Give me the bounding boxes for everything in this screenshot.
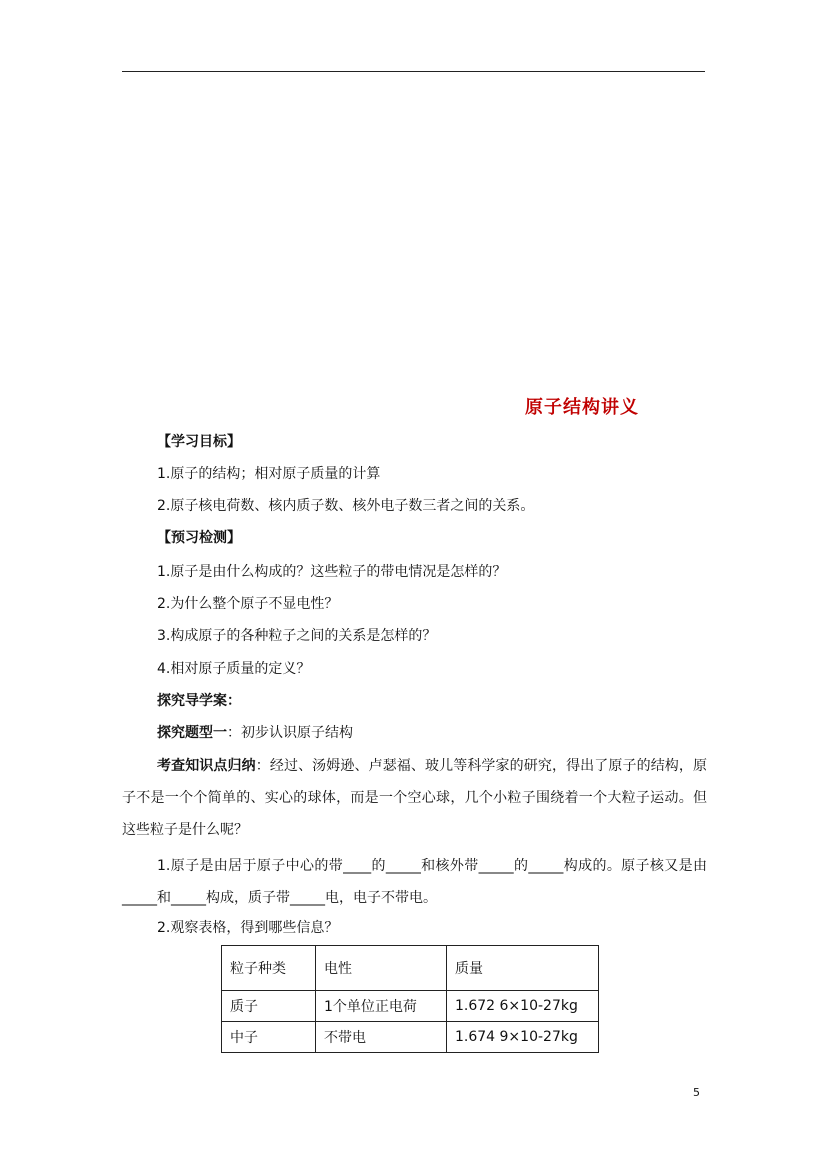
preview-item-3: 3.构成原子的各种粒子之间的关系是怎样的？	[157, 628, 437, 644]
table-cell: 1.672 6×10-27kg	[447, 991, 599, 1022]
summary-label: 考查知识点归纳	[157, 758, 256, 774]
table-cell: 不带电	[316, 1022, 447, 1053]
question-2: 2.观察表格，得到哪些信息？	[157, 920, 339, 936]
table-row	[222, 1022, 599, 1053]
question-1: 1.原子是由居于原子中心的带____的_____和核外带_____的_____构成的。原子核又是由_____和_____构成，质子带_____电，电子不带电。	[122, 858, 707, 906]
particle-table	[221, 945, 599, 1053]
header-cell: 质量	[447, 946, 599, 991]
goal-item-2: 2.原子核电荷数、核内质子数、核外电子数三者之间的关系。	[157, 498, 535, 514]
topic-text: ：初步认识原子结构	[227, 725, 353, 741]
preview-item-2: 2.为什么整个原子不显电性？	[157, 596, 339, 612]
summary-paragraph	[122, 750, 707, 846]
preview-item-1: 1.原子是由什么构成的？这些粒子的带电情况是怎样的？	[157, 564, 507, 580]
preview-heading: 【预习检测】	[157, 530, 241, 546]
header-cell: 电性	[316, 946, 447, 991]
table-cell: 中子	[222, 1022, 316, 1053]
goal-item-1: 1.原子的结构；相对原子质量的计算	[157, 466, 381, 482]
table-row	[222, 991, 599, 1022]
goals-heading: 【学习目标】	[157, 434, 241, 450]
header-cell: 粒子种类	[222, 946, 316, 991]
topic-label: 探究题型一	[157, 725, 227, 741]
explore-topic	[157, 723, 353, 743]
explore-heading: 探究导学案：	[157, 693, 241, 709]
table-cell: 1个单位正电荷	[316, 991, 447, 1022]
table-cell: 1.674 9×10-27kg	[447, 1022, 599, 1053]
header-rule	[122, 71, 705, 72]
page-title: 原子结构讲义	[525, 397, 639, 418]
preview-item-4: 4.相对原子质量的定义？	[157, 661, 311, 677]
table-cell: 质子	[222, 991, 316, 1022]
page-number: 5	[693, 1086, 700, 1099]
table-header-row	[222, 946, 599, 991]
summary-text: ：经过、汤姆逊、卢瑟福、玻儿等科学家的研究，得出了原子的结构，原子不是一个个简单的、实心的球体，而是一个空心球，几个小粒子围绕着一个大粒子运动。但这些粒子是什么呢？	[122, 758, 708, 838]
